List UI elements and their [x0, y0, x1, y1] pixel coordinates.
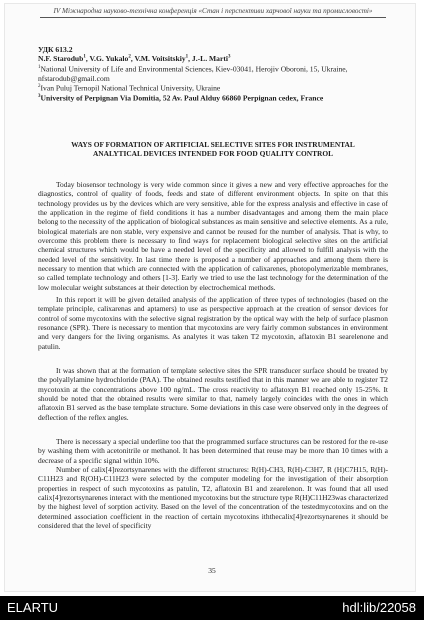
- paragraph-4: [38, 437, 388, 465]
- affiliation-1: [38, 63, 388, 83]
- footer-bar: [0, 596, 424, 620]
- author-sup: 1: [185, 54, 189, 60]
- paragraph-2: [38, 295, 388, 351]
- author-name: V.G. Yukalo: [89, 54, 129, 63]
- affiliation-sup: 2: [38, 84, 41, 89]
- paragraph-text: Number of calix[4]rezortsynarenes with the different structures: R(H)-CH3, R(H)-C3H7, R (H)C7H15, R(H)-C11H23 and R(OH)-C11H23 were selected by the computer modeling for the investigation of their absorption properties in respect of such mycotoxins as patulin, T2, aflatoxin B1 and zearelenon. It was found that all used calix[4]rezortsynarenes interact with the mentioned mycotoxins but the structure type R(H)C11H23was characterized by the highest level of sorption activity. Based on the level of the concentration of the testedmycotoxins and on the determined association coefficient in the reaction of certain mycotoxins iththecalix[4]rezortsynarenes it should be considered that the level of specificity: [38, 465, 388, 531]
- paragraph-text: Today biosensor technology is very wide common since it gives a new and very effective approaches for the diagnostics, control of quality of foods, feeds and state of different environment objects. In spite on that this technology provides us by the devices which are very sensitive, able for the express analysis and effective in case of the application in the regime of field conditions it has a number disadvantages and among them the main place belong to the necessity of the application of biological substances as main sensitive and selective elements. As a rule, biological materials are non stable, very expensive and cannot be reused for the number of analysis. That is why, to overcome this problem there is necessary to find ways for replacement biological selective sites on the artificial chemical structures which would be have a needed level of the specificity and allowed to fulfill analysis with the needed level of the sensitivity. In last time there is proposed a number of approaches and among them there is necessary to mention that which are connected with the application of calixarenes, photopolymerizable membranes, so called template technology and others [1-3]. Early we tried to use the last technology for the determination of the low molecular weight substances at their detection by electrochemical methods.: [38, 180, 388, 292]
- paragraph-text: It was shown that at the formation of template selective sites the SPR transducer surface should be treated by the polyallylamine hydrochloride (PAA). The obtained results testified that in this manner we are able to register T2 mycotoxin at the concentrations above 100 ng/mL. The cross reactivity to aflatoxyn B1 reached only 15-25%. It should be noted that the obtained results were similar to that, namely largely coincides with the ones in which aflatoxin B1 served as the base template structure. Some deviations in this case were observed only in the degrees of deflection of the reflex angles.: [38, 366, 388, 422]
- affiliation-3: [38, 92, 388, 103]
- author-name: N.F. Starodub: [38, 54, 84, 63]
- author-separator: ,: [85, 54, 90, 63]
- author-list: [38, 54, 230, 63]
- author-sup: 1: [83, 54, 86, 60]
- conference-header: IV Міжнародна науково-технічна конференція «Стан і перспективи харчової науки та промисловості»: [40, 7, 386, 18]
- paragraph-text: In this report it will be given detailed analysis of the application of three types of technologies (based on the template principle, calixarenas and aptamers) to use as perspective approach at the creation of sensor devices for control of some mycotoxins with the selective signal registration by the optical way with the help of surface plasmon resonance (SPR). There is necessary to mention that mycotoxins are very fairly common substances in environment and very dangers for the living organisms. As analytes it was taken T2 mycotoxin, aflatoxin B1 searelenone and patulin.: [38, 295, 388, 351]
- paragraph-text: There is necessary a special underline too that the programmed surface structures can be restored for the re-use by washing them with acetonitrile or methanol. It has been determined that reuse may be more than 10 times with a decrease of a specific signal within 10%.: [38, 437, 388, 465]
- udk-code: УДК 613.2: [38, 45, 73, 54]
- affiliation-text: University of Perpignan Via Domitia, 52 Av. Paul Alduy 66860 Perpignan cedex, France: [40, 93, 324, 103]
- author-separator: ,: [188, 54, 192, 63]
- author-name: J.-L. Marti: [191, 54, 228, 63]
- author-name: V.M. Voitsitskiy: [134, 54, 186, 63]
- author-sup: 2: [128, 54, 131, 60]
- repository-label: ELARTU: [7, 600, 59, 615]
- paragraph-1: [38, 180, 388, 292]
- affiliation-sup: 3: [38, 94, 41, 99]
- affiliation-sup: 1: [38, 65, 41, 70]
- page-number: 35: [208, 566, 216, 575]
- paragraph-3: [38, 366, 388, 422]
- paragraph-5: [38, 465, 388, 530]
- affiliation-text: Ivan Puluj Ternopil National Technical University, Ukraine: [40, 83, 221, 93]
- affiliation-text: National University of Life and Environmental Sciences, Kiev-03041, Herojiv Oboroni, 15, Ukraine, nfstarodub@gmail.com: [38, 64, 348, 83]
- paper-title: WAYS OF FORMATION OF ARTIFICIAL SELECTIVE SITES FOR INSTRUMENTAL ANALYTICAL DEVICES INTENDED FOR FOOD QUALITY CONTROL: [71, 140, 355, 159]
- author-separator: ,: [130, 54, 135, 63]
- handle-label: hdl:lib/22058: [342, 600, 416, 615]
- author-sup: 3: [227, 54, 231, 60]
